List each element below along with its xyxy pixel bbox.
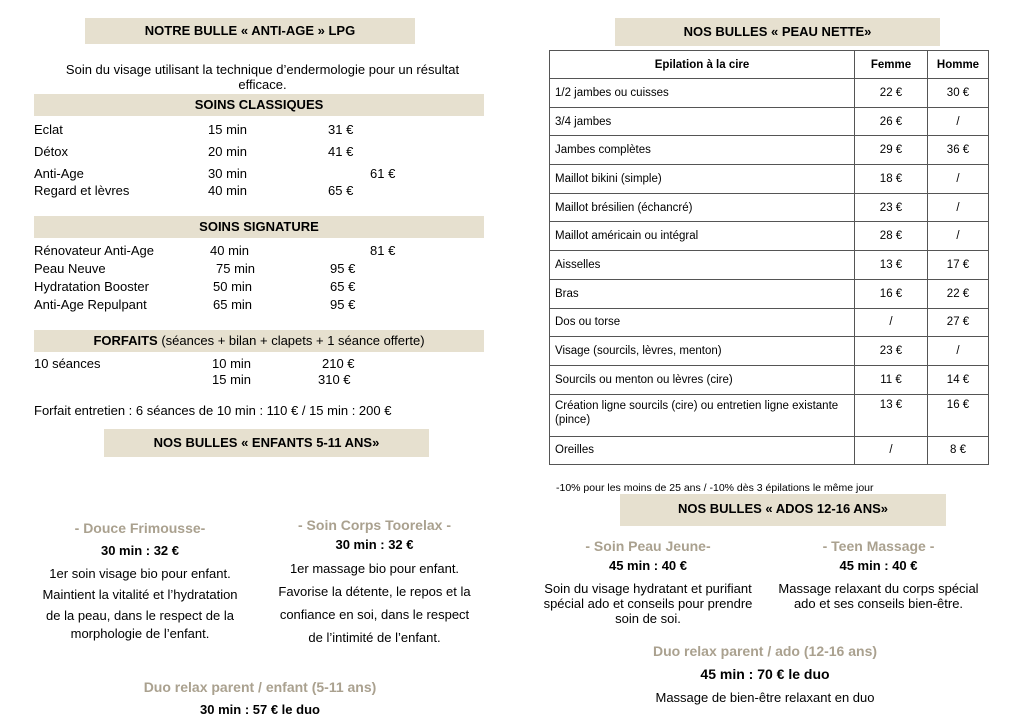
cell-femme: 13 €	[855, 251, 928, 280]
forfait-entretien: Forfait entretien : 6 séances de 10 min : 110 € / 15 min : 200 €	[34, 403, 392, 418]
forfaits-header	[34, 330, 484, 352]
soin-duration: 50 min	[213, 279, 253, 294]
table-row	[550, 193, 989, 222]
soin-name: Anti-Age Repulpant	[34, 297, 147, 312]
soin-title: - Soin Peau Jeune-	[585, 538, 711, 554]
soin-corps-toorelax	[262, 516, 487, 649]
soin-title: - Soin Corps Toorelax -	[298, 517, 451, 533]
cell-homme: 27 €	[928, 308, 989, 337]
lpg-header: NOTRE BULLE « ANTI-AGE » LPG	[85, 18, 415, 44]
cell-femme: 29 €	[855, 136, 928, 165]
table-row	[550, 279, 989, 308]
soin-price: 81 €	[370, 243, 396, 258]
soin-price: 65 €	[328, 183, 354, 198]
soin-price: 31 €	[328, 122, 354, 137]
cell-femme: 11 €	[855, 365, 928, 394]
table-row	[550, 222, 989, 251]
soins-signature-header: SOINS SIGNATURE	[34, 216, 484, 238]
soin-duration: 75 min	[216, 261, 256, 276]
soin-desc-line: Favorise la détente, le repos et la	[278, 584, 471, 599]
table-row	[550, 365, 989, 394]
forfait-price: 210 €	[322, 356, 355, 371]
soin-duration: 15 min	[208, 122, 248, 137]
soin-desc-line: 1er massage bio pour enfant.	[289, 561, 460, 576]
cell-homme: /	[928, 337, 989, 366]
soin-name: Détox	[34, 144, 68, 159]
soin-teen-massage	[766, 537, 991, 611]
col-header-epilation: Epilation à la cire	[550, 51, 855, 79]
cell-service: Jambes complètes	[550, 136, 855, 165]
duo-ado-price: 45 min : 70 € le duo	[700, 666, 830, 682]
cell-service: Dos ou torse	[550, 308, 855, 337]
table-row	[550, 107, 989, 136]
forfait-duration: 10 min	[212, 356, 252, 371]
cell-service: Aisselles	[550, 251, 855, 280]
col-header-homme: Homme	[928, 51, 989, 79]
peau-nette-header: NOS BULLES « PEAU NETTE»	[615, 18, 940, 46]
soin-name: Hydratation Booster	[34, 279, 149, 294]
soin-desc-line: Soin du visage hydratant et purifiant	[544, 581, 752, 596]
soin-desc-line: morphologie de l’enfant.	[70, 626, 210, 641]
soin-price: 45 min : 40 €	[839, 558, 918, 573]
soin-desc-line: de la peau, dans le respect de la	[46, 608, 234, 623]
soin-duration: 65 min	[213, 297, 253, 312]
table-row	[550, 394, 989, 436]
soin-desc-line: ado et ses conseils bien-être.	[793, 596, 964, 611]
soin-duration: 40 min	[208, 183, 248, 198]
enfants-header: NOS BULLES « ENFANTS 5-11 ANS»	[104, 429, 429, 457]
soin-duration: 30 min	[208, 166, 248, 181]
soin-title: - Douce Frimousse-	[74, 520, 206, 536]
epilation-table	[549, 50, 989, 465]
soin-price: 61 €	[370, 166, 396, 181]
soin-name: Anti-Age	[34, 166, 84, 181]
soin-price: 95 €	[330, 297, 356, 312]
soin-desc-line: de l’intimité de l’enfant.	[308, 630, 441, 645]
cell-femme: 26 €	[855, 107, 928, 136]
cell-femme: 22 €	[855, 79, 928, 108]
soin-douce-frimousse	[30, 519, 250, 641]
cell-service: Maillot américain ou intégral	[550, 222, 855, 251]
cell-homme: 17 €	[928, 251, 989, 280]
forfait-duration: 15 min	[212, 372, 252, 387]
cell-service: Création ligne sourcils (cire) ou entretien ligne existante (pince)	[550, 394, 855, 436]
table-row	[550, 251, 989, 280]
cell-homme: 14 €	[928, 365, 989, 394]
cell-service: 1/2 jambes ou cuisses	[550, 79, 855, 108]
duo-ado-desc: Massage de bien-être relaxant en duo	[655, 690, 875, 705]
col-header-femme: Femme	[855, 51, 928, 79]
soin-desc-line: spécial ado et conseils pour prendre	[543, 596, 753, 611]
table-row	[550, 136, 989, 165]
soin-price: 45 min : 40 €	[608, 558, 688, 573]
cell-homme: 16 €	[928, 394, 989, 436]
table-row	[550, 436, 989, 465]
cell-homme: /	[928, 165, 989, 194]
table-row	[550, 308, 989, 337]
soin-title: - Teen Massage -	[822, 538, 935, 554]
soin-price: 95 €	[330, 261, 356, 276]
cell-service: Bras	[550, 279, 855, 308]
cell-service: 3/4 jambes	[550, 107, 855, 136]
lpg-intro: Soin du visage utilisant la technique d’endermologie pour un résultat efficace.	[65, 62, 460, 92]
soin-name: Eclat	[34, 122, 63, 137]
cell-homme: 22 €	[928, 279, 989, 308]
soin-name: Regard et lèvres	[34, 183, 130, 198]
table-row	[550, 337, 989, 366]
cell-homme: 8 €	[928, 436, 989, 465]
soin-desc-line: confiance en soi, dans le respect	[279, 607, 470, 622]
soin-desc-line: soin de soi.	[615, 611, 681, 626]
cell-femme: 13 €	[855, 394, 928, 436]
table-row	[550, 165, 989, 194]
cell-femme: 23 €	[855, 193, 928, 222]
soin-peau-jeune	[533, 537, 763, 626]
table-row	[550, 79, 989, 108]
cell-femme: /	[855, 308, 928, 337]
cell-homme: /	[928, 193, 989, 222]
soin-desc-line: 1er soin visage bio pour enfant.	[49, 566, 231, 581]
ados-header: NOS BULLES « ADOS 12-16 ANS»	[620, 494, 946, 526]
soin-duration: 20 min	[208, 144, 248, 159]
duo-enfant-price: 30 min : 57 € le duo	[200, 702, 320, 717]
cell-homme: 36 €	[928, 136, 989, 165]
soin-price: 41 €	[328, 144, 354, 159]
soin-item-eclat	[34, 122, 63, 137]
cell-homme: /	[928, 107, 989, 136]
soin-price: 30 min : 32 €	[100, 543, 180, 558]
cell-service: Maillot brésilien (échancré)	[550, 193, 855, 222]
soin-price: 30 min : 32 €	[335, 537, 414, 552]
soin-name: Peau Neuve	[34, 261, 106, 276]
soin-name: Rénovateur Anti-Age	[34, 243, 154, 258]
cell-homme: /	[928, 222, 989, 251]
forfaits-subtitle: (séances + bilan + clapets + 1 séance offerte)	[157, 333, 425, 348]
discount-note: -10% pour les moins de 25 ans / -10% dès 3 épilations le même jour	[556, 482, 874, 494]
cell-service: Oreilles	[550, 436, 855, 465]
cell-femme: 28 €	[855, 222, 928, 251]
cell-femme: 16 €	[855, 279, 928, 308]
duo-ado-title: Duo relax parent / ado (12-16 ans)	[652, 643, 878, 659]
cell-femme: 23 €	[855, 337, 928, 366]
cell-homme: 30 €	[928, 79, 989, 108]
soin-desc-line: Massage relaxant du corps spécial	[778, 581, 979, 596]
soin-duration: 40 min	[210, 243, 250, 258]
soin-desc-line: Maintient la vitalité et l’hydratation	[42, 587, 238, 602]
forfait-label: 10 séances	[34, 356, 101, 371]
forfaits-title: FORFAITS	[93, 333, 158, 348]
soins-classiques-header: SOINS CLASSIQUES	[34, 94, 484, 116]
cell-femme: /	[855, 436, 928, 465]
forfait-price: 310 €	[318, 372, 351, 387]
soin-price: 65 €	[330, 279, 356, 294]
cell-service: Maillot bikini (simple)	[550, 165, 855, 194]
duo-enfant-title: Duo relax parent / enfant (5-11 ans)	[143, 679, 377, 695]
cell-service: Sourcils ou menton ou lèvres (cire)	[550, 365, 855, 394]
cell-femme: 18 €	[855, 165, 928, 194]
cell-service: Visage (sourcils, lèvres, menton)	[550, 337, 855, 366]
